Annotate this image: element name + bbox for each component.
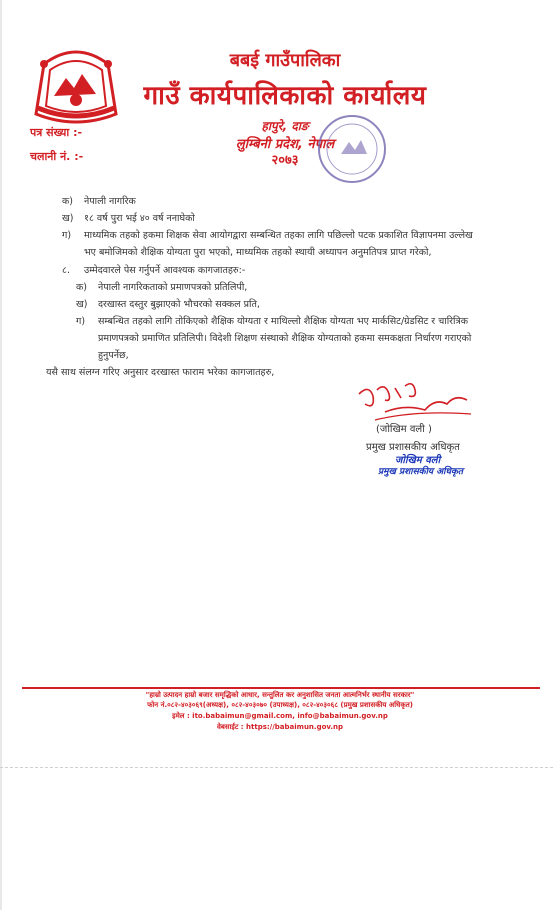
list-item: ख) दरखास्त दस्तुर बुझाएको भौचरको सक्कल प्रति, xyxy=(76,299,260,310)
stamp-designation: प्रमुख प्रशासकीय अधिकृत xyxy=(378,467,464,477)
list-item: क) नेपाली नागरिक xyxy=(62,196,136,207)
signatory-name: (जोखिम वली ) xyxy=(376,424,432,435)
dispatch-number-label: चलानी नं. :- xyxy=(30,150,84,163)
office-location: हापुरे, दाङ xyxy=(261,119,309,133)
required-documents-section xyxy=(46,262,487,381)
established-year: २०७३ xyxy=(271,153,299,168)
list-item: ग) माध्यमिक तहको हकमा शिक्षक सेवा आयोगद्वारा सम्बन्धित तहका लागि पछिल्लो पटक प्रकाशित विज्ञापनमा उल्लेख भए बमोजिमको शैक्षिक योग्यता पुरा भएको, माध्यमिक तहको स्थायी अध्यापन अनुमतिपत्र प्राप्त गरेको, xyxy=(62,230,473,258)
footer-phone: फोन नं.०८२-४०३०६९(अध्यक्ष), ०८२-४०३०७० (उपाध्यक्ष), ०८२-४०३०६८ (प्रमुख प्रशासकीय अधिकृत) xyxy=(147,701,413,709)
province-name: लुम्बिनी प्रदेश, नेपाल xyxy=(235,137,335,152)
office-title: गाउँ कार्यपालिकाको कार्यालय xyxy=(143,81,427,111)
handwritten-signature xyxy=(355,380,475,425)
list-item: क) नेपाली नागरिकताको प्रमाणपत्रको प्रतिलिपी, xyxy=(76,282,248,293)
office-seal-stamp xyxy=(315,112,390,187)
municipality-name: बबई गाउँपालिका xyxy=(229,50,341,71)
footer-website: वेबसाईट : https://babaimun.gov.np xyxy=(216,723,344,731)
footer-motto: "हाम्रो उत्पादन हाम्रो बजार समृद्धिको आधार, सन्तुलित कर अनुशासित जनता आत्मनिर्भर स्थानीय सरकार" xyxy=(145,691,415,699)
nepal-emblem-icon xyxy=(30,44,122,126)
section-heading: ८. उम्मेदवारले पेस गर्नुपर्ने आवश्यक कागजातहरु:- xyxy=(62,265,246,276)
signatory-designation: प्रमुख प्रशासकीय अधिकृत xyxy=(366,442,460,453)
closing-line: यसै साथ संलग्न गरिए अनुसार दरखास्त फाराम भरेका कागजातहरु, xyxy=(46,367,275,378)
page-divider xyxy=(0,767,553,769)
eligibility-list xyxy=(62,193,487,261)
reference-number-label: पत्र संख्या :- xyxy=(30,126,83,139)
stamp-name: जोखिम वली xyxy=(395,455,441,466)
list-item: ग) सम्बन्धित तहको लागि तोकिएको शैक्षिक योग्यता र माथिल्लो शैक्षिक योग्यता भए मार्कसिट/ग्रेडसिट र चारित्रिक प्रमाणपत्रको प्रमाणित प्रतिलिपी। विदेशी शिक्षण संस्थाको शैक्षिक योग्यताको हकमा समकक्षता निर्धारण गराएको हुनुपर्नेछ, xyxy=(76,316,472,361)
footer-email: इमेल : ito.babaimun@gmail.com, info@babaimun.gov.np xyxy=(172,712,388,720)
list-item: ख) १८ वर्ष पुरा भई ४० वर्ष ननाघेको xyxy=(62,213,195,224)
footer-divider xyxy=(22,687,540,689)
